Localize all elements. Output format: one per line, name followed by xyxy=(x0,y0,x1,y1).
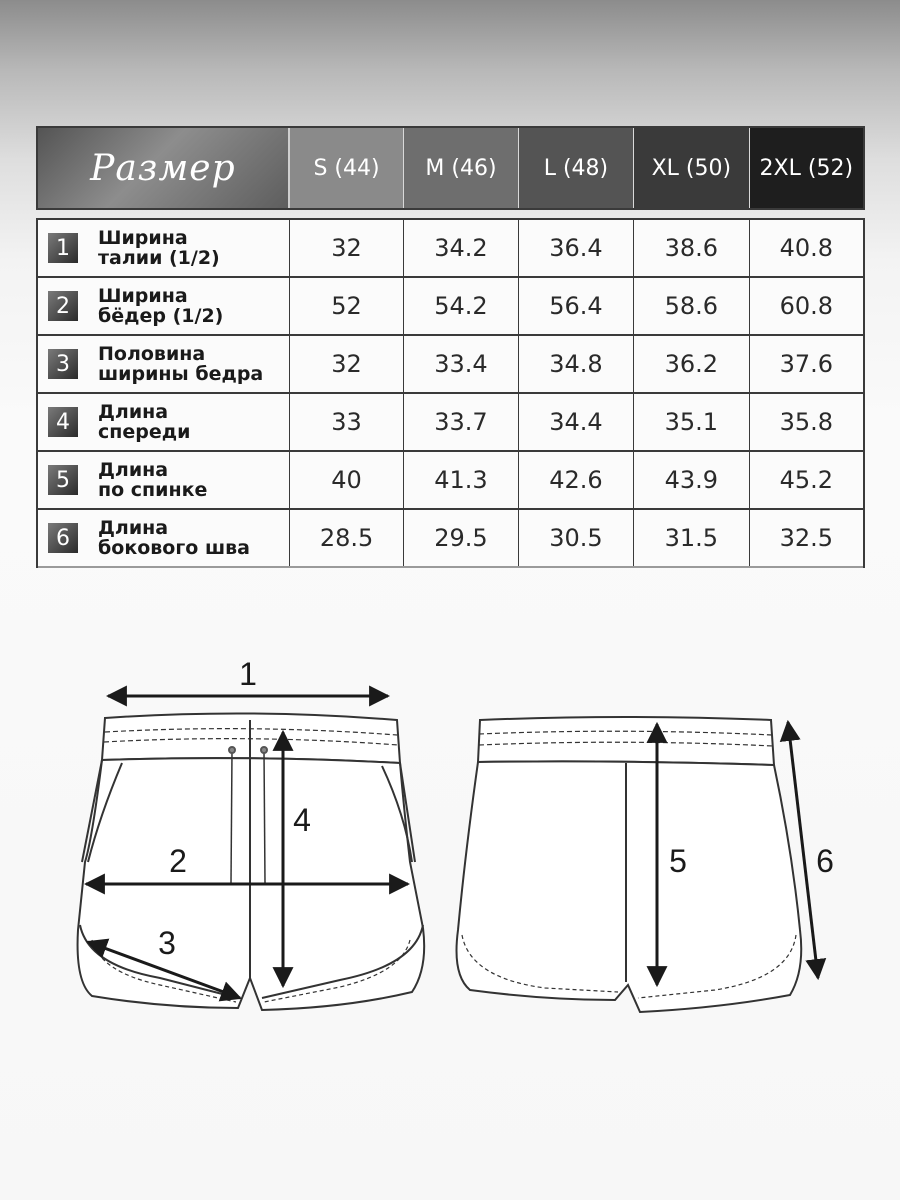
value-cell: 34.4 xyxy=(519,394,634,450)
value-cell: 60.8 xyxy=(779,292,833,320)
label-4: 4 xyxy=(293,802,311,838)
size-header-s: S (44) xyxy=(290,128,404,208)
value-cell: 36.2 xyxy=(634,336,749,392)
value-cell: 32 xyxy=(290,220,404,276)
param-number-badge: 5 xyxy=(48,465,78,495)
param-number-badge: 1 xyxy=(48,233,78,263)
value-cell: 33.4 xyxy=(404,336,518,392)
param-label: Длина по спинке xyxy=(98,459,208,501)
value-cell: 35.8 xyxy=(779,408,833,436)
size-header-2xl: 2XL (52) xyxy=(750,128,863,208)
size-header-m: M (46) xyxy=(404,128,518,208)
value-cell: 52 xyxy=(290,278,404,334)
size-header-l: L (48) xyxy=(519,128,634,208)
value-cell: 45.2 xyxy=(779,466,833,494)
value-cell: 40.8 xyxy=(779,234,833,262)
table-row xyxy=(38,220,863,278)
param-cell xyxy=(38,394,290,450)
value-cell: 34.2 xyxy=(404,220,518,276)
param-label: Длина спереди xyxy=(98,401,191,443)
table-row xyxy=(38,394,863,452)
value-cell: 28.5 xyxy=(290,510,404,566)
value-cell: 36.4 xyxy=(519,220,634,276)
value-cell: 29.5 xyxy=(404,510,518,566)
value-cell: 33 xyxy=(290,394,404,450)
value-cell: 56.4 xyxy=(519,278,634,334)
label-5: 5 xyxy=(669,843,687,879)
param-number-badge: 3 xyxy=(48,349,78,379)
param-cell xyxy=(38,220,290,276)
value-cell: 32.5 xyxy=(779,524,833,552)
param-cell xyxy=(38,510,290,566)
value-cell: 41.3 xyxy=(404,452,518,508)
table-row xyxy=(38,452,863,510)
shorts-measurement-diagram xyxy=(0,600,900,1060)
param-cell xyxy=(38,452,290,508)
value-cell: 40 xyxy=(290,452,404,508)
value-cell: 35.1 xyxy=(634,394,749,450)
value-cell: 37.6 xyxy=(779,350,833,378)
param-cell xyxy=(38,336,290,392)
table-row xyxy=(38,510,863,568)
table-title: Размер xyxy=(38,128,290,208)
value-cell: 38.6 xyxy=(634,220,749,276)
back-shorts-drawing xyxy=(457,717,802,1012)
param-label: Ширина талии (1/2) xyxy=(98,227,220,269)
value-cell: 30.5 xyxy=(519,510,634,566)
value-cell: 42.6 xyxy=(519,452,634,508)
label-1: 1 xyxy=(239,656,257,692)
front-shorts-drawing xyxy=(78,713,425,1010)
param-label: Половина ширины бедра xyxy=(98,343,264,385)
param-number-badge: 6 xyxy=(48,523,78,553)
table-body xyxy=(36,218,865,568)
size-header-xl: XL (50) xyxy=(634,128,749,208)
size-table xyxy=(36,126,865,568)
param-cell xyxy=(38,278,290,334)
table-header xyxy=(36,126,865,210)
table-row xyxy=(38,278,863,336)
param-number-badge: 2 xyxy=(48,291,78,321)
label-6: 6 xyxy=(816,843,834,879)
value-cell: 33.7 xyxy=(404,394,518,450)
param-number-badge: 4 xyxy=(48,407,78,437)
value-cell: 58.6 xyxy=(634,278,749,334)
param-label: Длина бокового шва xyxy=(98,517,250,559)
table-row xyxy=(38,336,863,394)
value-cell: 54.2 xyxy=(404,278,518,334)
value-cell: 31.5 xyxy=(634,510,749,566)
value-cell: 32 xyxy=(290,336,404,392)
param-label: Ширина бёдер (1/2) xyxy=(98,285,224,327)
value-cell: 34.8 xyxy=(519,336,634,392)
label-3: 3 xyxy=(158,925,176,961)
label-2: 2 xyxy=(169,843,187,879)
value-cell: 43.9 xyxy=(634,452,749,508)
